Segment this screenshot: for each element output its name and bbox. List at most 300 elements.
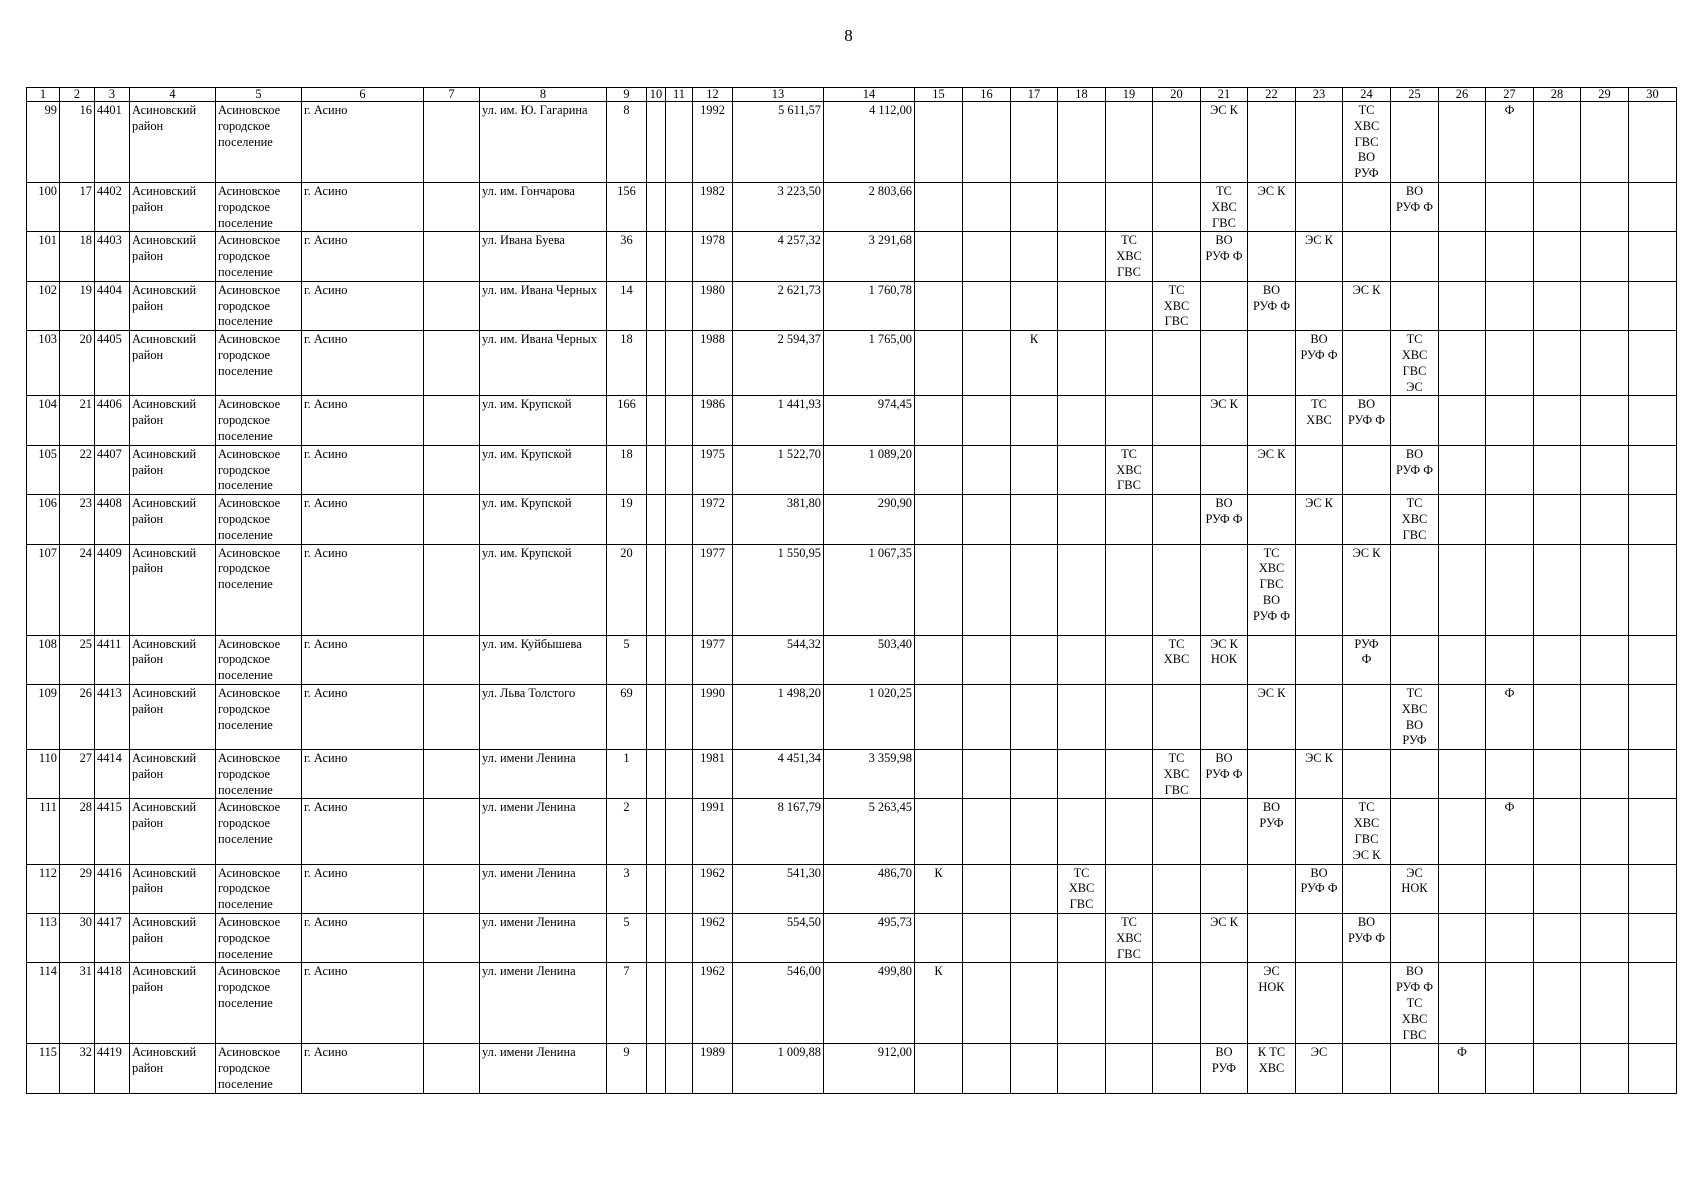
cell-col-12: 1980 — [693, 281, 733, 330]
table-body — [27, 102, 1677, 1094]
cell-col-26 — [1439, 750, 1486, 799]
cell-col-16 — [963, 963, 1011, 1044]
cell-col-27 — [1486, 495, 1534, 544]
cell-col-11 — [666, 281, 693, 330]
column-header-6: 6 — [302, 88, 424, 102]
cell-col-27 — [1486, 914, 1534, 963]
cell-col-4: Асиновский район — [130, 331, 216, 396]
cell-col-28 — [1534, 1044, 1581, 1093]
cell-col-11 — [666, 1044, 693, 1093]
column-header-9: 9 — [607, 88, 647, 102]
table-row — [27, 963, 1677, 1044]
cell-col-6: г. Асино — [302, 445, 424, 494]
cell-col-17 — [1011, 182, 1058, 231]
cell-col-7 — [424, 445, 480, 494]
cell-col-27 — [1486, 182, 1534, 231]
cell-col-30 — [1629, 635, 1677, 684]
cell-col-23: ЭС К — [1296, 495, 1343, 544]
cell-col-15 — [915, 331, 963, 396]
cell-col-9: 18 — [607, 445, 647, 494]
cell-col-20 — [1153, 331, 1201, 396]
cell-col-25 — [1391, 914, 1439, 963]
cell-col-7 — [424, 281, 480, 330]
cell-col-30 — [1629, 281, 1677, 330]
cell-col-16 — [963, 396, 1011, 445]
cell-col-15 — [915, 799, 963, 864]
cell-col-22 — [1248, 750, 1296, 799]
cell-col-22: ЭС К — [1248, 684, 1296, 749]
cell-col-9: 2 — [607, 799, 647, 864]
cell-col-30 — [1629, 799, 1677, 864]
cell-col-15 — [915, 495, 963, 544]
cell-col-23: ВО РУФ Ф — [1296, 331, 1343, 396]
cell-col-20 — [1153, 445, 1201, 494]
cell-col-25 — [1391, 1044, 1439, 1093]
cell-col-14: 3 291,68 — [824, 232, 915, 281]
cell-col-2: 31 — [60, 963, 95, 1044]
cell-col-9: 156 — [607, 182, 647, 231]
cell-col-30 — [1629, 544, 1677, 635]
cell-col-11 — [666, 799, 693, 864]
cell-col-2: 24 — [60, 544, 95, 635]
cell-col-26 — [1439, 445, 1486, 494]
column-header-24: 24 — [1343, 88, 1391, 102]
table-row — [27, 864, 1677, 913]
cell-col-29 — [1581, 331, 1629, 396]
cell-col-8: ул. имени Ленина — [480, 914, 607, 963]
cell-col-5: Асиновское городское поселение — [216, 281, 302, 330]
cell-col-23 — [1296, 182, 1343, 231]
cell-col-1: 115 — [27, 1044, 60, 1093]
cell-col-18 — [1058, 445, 1106, 494]
cell-col-30 — [1629, 331, 1677, 396]
cell-col-13: 544,32 — [733, 635, 824, 684]
cell-col-29 — [1581, 396, 1629, 445]
cell-col-28 — [1534, 963, 1581, 1044]
cell-col-21: ЭС К — [1201, 102, 1248, 183]
cell-col-28 — [1534, 864, 1581, 913]
cell-col-18 — [1058, 914, 1106, 963]
cell-col-16 — [963, 495, 1011, 544]
cell-col-10 — [647, 445, 666, 494]
column-header-3: 3 — [95, 88, 130, 102]
cell-col-7 — [424, 331, 480, 396]
cell-col-19: ТС ХВС ГВС — [1106, 232, 1153, 281]
cell-col-20 — [1153, 1044, 1201, 1093]
cell-col-8: ул. им. Крупской — [480, 495, 607, 544]
column-header-30: 30 — [1629, 88, 1677, 102]
column-header-18: 18 — [1058, 88, 1106, 102]
cell-col-12: 1989 — [693, 1044, 733, 1093]
cell-col-12: 1992 — [693, 102, 733, 183]
cell-col-24 — [1343, 495, 1391, 544]
cell-col-11 — [666, 914, 693, 963]
cell-col-20: ТС ХВС — [1153, 635, 1201, 684]
table-row — [27, 182, 1677, 231]
cell-col-4: Асиновский район — [130, 750, 216, 799]
cell-col-23: ВО РУФ Ф — [1296, 864, 1343, 913]
cell-col-21 — [1201, 544, 1248, 635]
cell-col-28 — [1534, 684, 1581, 749]
cell-col-22 — [1248, 232, 1296, 281]
cell-col-19 — [1106, 799, 1153, 864]
cell-col-25 — [1391, 102, 1439, 183]
cell-col-10 — [647, 182, 666, 231]
cell-col-6: г. Асино — [302, 864, 424, 913]
cell-col-3: 4411 — [95, 635, 130, 684]
cell-col-10 — [647, 495, 666, 544]
cell-col-27 — [1486, 963, 1534, 1044]
cell-col-17 — [1011, 396, 1058, 445]
table-row — [27, 495, 1677, 544]
cell-col-15 — [915, 396, 963, 445]
cell-col-2: 17 — [60, 182, 95, 231]
cell-col-24 — [1343, 963, 1391, 1044]
cell-col-17 — [1011, 1044, 1058, 1093]
cell-col-4: Асиновский район — [130, 445, 216, 494]
cell-col-8: ул. им. Гончарова — [480, 182, 607, 231]
cell-col-30 — [1629, 963, 1677, 1044]
cell-col-24: ВО РУФ Ф — [1343, 914, 1391, 963]
cell-col-14: 503,40 — [824, 635, 915, 684]
cell-col-17 — [1011, 281, 1058, 330]
cell-col-17 — [1011, 914, 1058, 963]
cell-col-5: Асиновское городское поселение — [216, 445, 302, 494]
cell-col-7 — [424, 544, 480, 635]
cell-col-26 — [1439, 684, 1486, 749]
cell-col-6: г. Асино — [302, 331, 424, 396]
cell-col-8: ул. имени Ленина — [480, 864, 607, 913]
cell-col-16 — [963, 281, 1011, 330]
cell-col-28 — [1534, 232, 1581, 281]
cell-col-13: 2 594,37 — [733, 331, 824, 396]
cell-col-15 — [915, 684, 963, 749]
cell-col-12: 1986 — [693, 396, 733, 445]
cell-col-10 — [647, 750, 666, 799]
cell-col-9: 5 — [607, 914, 647, 963]
cell-col-6: г. Асино — [302, 182, 424, 231]
cell-col-14: 486,70 — [824, 864, 915, 913]
cell-col-20 — [1153, 684, 1201, 749]
cell-col-4: Асиновский район — [130, 102, 216, 183]
cell-col-23 — [1296, 963, 1343, 1044]
cell-col-14: 1 760,78 — [824, 281, 915, 330]
cell-col-1: 103 — [27, 331, 60, 396]
cell-col-10 — [647, 281, 666, 330]
cell-col-30 — [1629, 1044, 1677, 1093]
cell-col-13: 1 550,95 — [733, 544, 824, 635]
column-header-19: 19 — [1106, 88, 1153, 102]
cell-col-2: 21 — [60, 396, 95, 445]
cell-col-12: 1988 — [693, 331, 733, 396]
cell-col-7 — [424, 684, 480, 749]
cell-col-16 — [963, 914, 1011, 963]
cell-col-19 — [1106, 331, 1153, 396]
cell-col-30 — [1629, 445, 1677, 494]
cell-col-16 — [963, 864, 1011, 913]
cell-col-12: 1981 — [693, 750, 733, 799]
cell-col-22 — [1248, 914, 1296, 963]
cell-col-5: Асиновское городское поселение — [216, 864, 302, 913]
cell-col-4: Асиновский район — [130, 232, 216, 281]
cell-col-21: ЭС К — [1201, 396, 1248, 445]
cell-col-28 — [1534, 182, 1581, 231]
cell-col-20: ТС ХВС ГВС — [1153, 750, 1201, 799]
cell-col-29 — [1581, 495, 1629, 544]
cell-col-27 — [1486, 750, 1534, 799]
cell-col-23: ЭС — [1296, 1044, 1343, 1093]
table-row — [27, 331, 1677, 396]
cell-col-18 — [1058, 396, 1106, 445]
cell-col-17 — [1011, 544, 1058, 635]
cell-col-2: 19 — [60, 281, 95, 330]
cell-col-12: 1990 — [693, 684, 733, 749]
cell-col-25: ТС ХВС ВО РУФ — [1391, 684, 1439, 749]
cell-col-10 — [647, 914, 666, 963]
cell-col-17 — [1011, 684, 1058, 749]
cell-col-26 — [1439, 182, 1486, 231]
column-header-17: 17 — [1011, 88, 1058, 102]
cell-col-30 — [1629, 864, 1677, 913]
cell-col-27 — [1486, 331, 1534, 396]
cell-col-4: Асиновский район — [130, 914, 216, 963]
cell-col-14: 1 067,35 — [824, 544, 915, 635]
cell-col-23 — [1296, 102, 1343, 183]
cell-col-15 — [915, 232, 963, 281]
cell-col-4: Асиновский район — [130, 182, 216, 231]
cell-col-23: ЭС К — [1296, 750, 1343, 799]
cell-col-27: Ф — [1486, 684, 1534, 749]
cell-col-29 — [1581, 635, 1629, 684]
cell-col-30 — [1629, 495, 1677, 544]
cell-col-21 — [1201, 445, 1248, 494]
cell-col-29 — [1581, 102, 1629, 183]
cell-col-5: Асиновское городское поселение — [216, 635, 302, 684]
table-row — [27, 396, 1677, 445]
cell-col-19 — [1106, 102, 1153, 183]
cell-col-15 — [915, 750, 963, 799]
cell-col-9: 18 — [607, 331, 647, 396]
cell-col-4: Асиновский район — [130, 544, 216, 635]
cell-col-5: Асиновское городское поселение — [216, 331, 302, 396]
cell-col-8: ул. Ивана Буева — [480, 232, 607, 281]
cell-col-13: 5 611,57 — [733, 102, 824, 183]
column-header-20: 20 — [1153, 88, 1201, 102]
cell-col-25: ЭС НОК — [1391, 864, 1439, 913]
cell-col-27: Ф — [1486, 799, 1534, 864]
cell-col-22 — [1248, 495, 1296, 544]
cell-col-1: 110 — [27, 750, 60, 799]
cell-col-1: 105 — [27, 445, 60, 494]
cell-col-24: ТС ХВС ГВС ЭС К — [1343, 799, 1391, 864]
cell-col-13: 546,00 — [733, 963, 824, 1044]
cell-col-5: Асиновское городское поселение — [216, 495, 302, 544]
cell-col-7 — [424, 750, 480, 799]
cell-col-26 — [1439, 102, 1486, 183]
cell-col-2: 28 — [60, 799, 95, 864]
cell-col-23 — [1296, 445, 1343, 494]
cell-col-15 — [915, 544, 963, 635]
cell-col-30 — [1629, 914, 1677, 963]
cell-col-15 — [915, 445, 963, 494]
cell-col-1: 111 — [27, 799, 60, 864]
cell-col-25 — [1391, 281, 1439, 330]
cell-col-26 — [1439, 799, 1486, 864]
cell-col-8: ул. им. Крупской — [480, 396, 607, 445]
cell-col-12: 1962 — [693, 963, 733, 1044]
cell-col-17 — [1011, 864, 1058, 913]
cell-col-13: 1 498,20 — [733, 684, 824, 749]
cell-col-27 — [1486, 1044, 1534, 1093]
cell-col-29 — [1581, 914, 1629, 963]
cell-col-28 — [1534, 914, 1581, 963]
cell-col-11 — [666, 963, 693, 1044]
cell-col-8: ул. имени Ленина — [480, 750, 607, 799]
cell-col-15 — [915, 102, 963, 183]
cell-col-29 — [1581, 963, 1629, 1044]
cell-col-1: 114 — [27, 963, 60, 1044]
cell-col-17 — [1011, 635, 1058, 684]
cell-col-11 — [666, 544, 693, 635]
cell-col-9: 19 — [607, 495, 647, 544]
column-number-header-row — [27, 88, 1677, 102]
cell-col-18 — [1058, 635, 1106, 684]
cell-col-20 — [1153, 963, 1201, 1044]
cell-col-25: ТС ХВС ГВС — [1391, 495, 1439, 544]
cell-col-12: 1991 — [693, 799, 733, 864]
cell-col-27 — [1486, 544, 1534, 635]
cell-col-10 — [647, 799, 666, 864]
cell-col-9: 36 — [607, 232, 647, 281]
cell-col-18 — [1058, 750, 1106, 799]
cell-col-1: 102 — [27, 281, 60, 330]
cell-col-24 — [1343, 182, 1391, 231]
cell-col-16 — [963, 182, 1011, 231]
cell-col-7 — [424, 914, 480, 963]
cell-col-23 — [1296, 684, 1343, 749]
cell-col-10 — [647, 963, 666, 1044]
cell-col-7 — [424, 182, 480, 231]
cell-col-19: ТС ХВС ГВС — [1106, 914, 1153, 963]
cell-col-11 — [666, 232, 693, 281]
cell-col-10 — [647, 1044, 666, 1093]
cell-col-7 — [424, 799, 480, 864]
cell-col-19 — [1106, 750, 1153, 799]
cell-col-23 — [1296, 635, 1343, 684]
cell-col-4: Асиновский район — [130, 396, 216, 445]
cell-col-18 — [1058, 684, 1106, 749]
cell-col-5: Асиновское городское поселение — [216, 544, 302, 635]
cell-col-29 — [1581, 684, 1629, 749]
cell-col-21 — [1201, 963, 1248, 1044]
table-row — [27, 635, 1677, 684]
column-header-21: 21 — [1201, 88, 1248, 102]
column-header-2: 2 — [60, 88, 95, 102]
cell-col-5: Асиновское городское поселение — [216, 750, 302, 799]
cell-col-4: Асиновский район — [130, 281, 216, 330]
cell-col-25 — [1391, 544, 1439, 635]
cell-col-19 — [1106, 182, 1153, 231]
cell-col-12: 1962 — [693, 864, 733, 913]
column-header-29: 29 — [1581, 88, 1629, 102]
cell-col-22 — [1248, 635, 1296, 684]
cell-col-16 — [963, 544, 1011, 635]
cell-col-16 — [963, 684, 1011, 749]
cell-col-2: 16 — [60, 102, 95, 183]
cell-col-3: 4418 — [95, 963, 130, 1044]
cell-col-9: 5 — [607, 635, 647, 684]
cell-col-3: 4402 — [95, 182, 130, 231]
cell-col-22: ВО РУФ — [1248, 799, 1296, 864]
column-header-4: 4 — [130, 88, 216, 102]
cell-col-19 — [1106, 864, 1153, 913]
cell-col-10 — [647, 544, 666, 635]
cell-col-12: 1972 — [693, 495, 733, 544]
cell-col-13: 3 223,50 — [733, 182, 824, 231]
cell-col-18 — [1058, 331, 1106, 396]
cell-col-11 — [666, 495, 693, 544]
cell-col-2: 29 — [60, 864, 95, 913]
cell-col-5: Асиновское городское поселение — [216, 963, 302, 1044]
cell-col-29 — [1581, 864, 1629, 913]
cell-col-25: ВО РУФ Ф ТС ХВС ГВС — [1391, 963, 1439, 1044]
cell-col-5: Асиновское городское поселение — [216, 182, 302, 231]
cell-col-3: 4403 — [95, 232, 130, 281]
cell-col-16 — [963, 799, 1011, 864]
cell-col-25: ВО РУФ Ф — [1391, 182, 1439, 231]
cell-col-21: ВО РУФ Ф — [1201, 750, 1248, 799]
table-row — [27, 281, 1677, 330]
cell-col-12: 1977 — [693, 635, 733, 684]
cell-col-11 — [666, 102, 693, 183]
cell-col-2: 23 — [60, 495, 95, 544]
cell-col-15 — [915, 281, 963, 330]
cell-col-29 — [1581, 281, 1629, 330]
cell-col-20 — [1153, 544, 1201, 635]
cell-col-21 — [1201, 281, 1248, 330]
cell-col-23: ТС ХВС — [1296, 396, 1343, 445]
cell-col-1: 107 — [27, 544, 60, 635]
cell-col-10 — [647, 102, 666, 183]
cell-col-20 — [1153, 864, 1201, 913]
cell-col-15 — [915, 914, 963, 963]
cell-col-3: 4407 — [95, 445, 130, 494]
cell-col-25 — [1391, 232, 1439, 281]
column-header-5: 5 — [216, 88, 302, 102]
cell-col-17: К — [1011, 331, 1058, 396]
cell-col-29 — [1581, 544, 1629, 635]
cell-col-8: ул. им. Ивана Черных — [480, 331, 607, 396]
cell-col-29 — [1581, 445, 1629, 494]
cell-col-6: г. Асино — [302, 963, 424, 1044]
cell-col-5: Асиновское городское поселение — [216, 396, 302, 445]
cell-col-20 — [1153, 182, 1201, 231]
cell-col-25: ВО РУФ Ф — [1391, 445, 1439, 494]
column-header-8: 8 — [480, 88, 607, 102]
cell-col-3: 4416 — [95, 864, 130, 913]
cell-col-24: ЭС К — [1343, 544, 1391, 635]
cell-col-13: 8 167,79 — [733, 799, 824, 864]
cell-col-10 — [647, 864, 666, 913]
cell-col-28 — [1534, 331, 1581, 396]
cell-col-25: ТС ХВС ГВС ЭС — [1391, 331, 1439, 396]
cell-col-28 — [1534, 635, 1581, 684]
cell-col-1: 109 — [27, 684, 60, 749]
cell-col-27 — [1486, 396, 1534, 445]
cell-col-2: 22 — [60, 445, 95, 494]
cell-col-20 — [1153, 396, 1201, 445]
cell-col-23 — [1296, 544, 1343, 635]
